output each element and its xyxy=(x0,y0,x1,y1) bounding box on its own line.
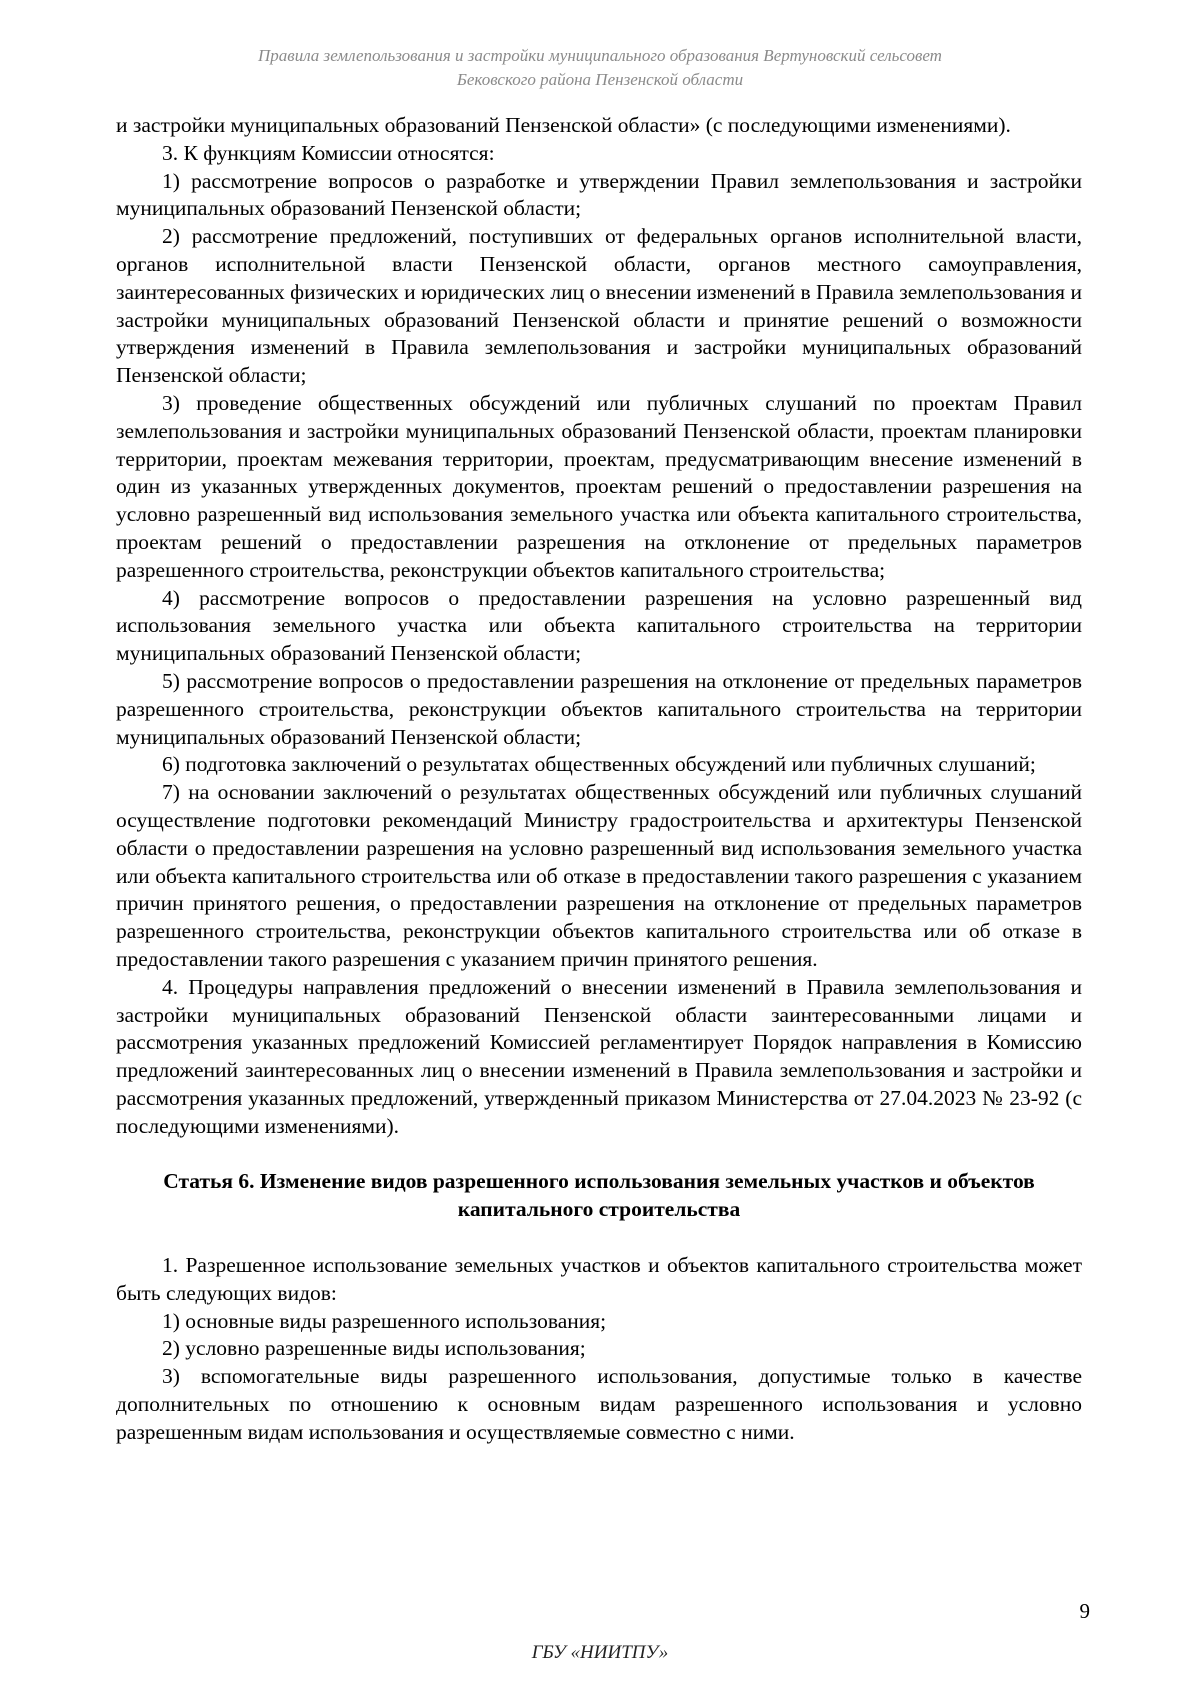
article-heading-line-2: капитального строительства xyxy=(457,1197,741,1222)
page-number: 9 xyxy=(1079,1599,1090,1623)
paragraph-function-4: 4) рассмотрение вопросов о предоставлении разрешения на условно разрешенный вид использования земельного участка или объекта капитального строительства на территории муниципальных образований Пензенской области; xyxy=(116,585,1082,666)
spacer xyxy=(116,1224,1082,1252)
article-heading-line-1: Статья 6. Изменение видов разрешенного использования земельных участков и объектов xyxy=(163,1169,1035,1194)
page-footer: ГБУ «НИИТПУ» xyxy=(531,1642,669,1663)
paragraph-function-1: 1) рассмотрение вопросов о разработке и утверждении Правил землепользования и застройки муниципальных образований Пензенской области; xyxy=(116,168,1082,221)
paragraph-function-3: 3) проведение общественных обсуждений или публичных слушаний по проектам Правил землепользования и застройки муниципальных образований Пензенской области, проектам планировки территории, проектам межевания территории, проектам, предусматривающим внесение изменений в один из указанных утвержденных документов, проектам решений о предоставлении разрешения на условно разрешенный вид использования земельного участка или объекта капитального строительства, проектам решений о предоставлении разрешения на отклонение от предельных параметров разрешенного строительства, реконструкции объектов капитального строительства; xyxy=(116,390,1082,582)
paragraph-item-4: 4. Процедуры направления предложений о внесении изменений в Правила землепользования и застройки муниципальных образований Пензенской области заинтересованными лицами и рассмотрения указанных предложений Комиссией регламентирует Порядок направления в Комиссию предложений заинтересованных лиц о внесении изменений в Правила землепользования и застройки и рассмотрения указанных предложений, утвержденный приказом Министерства от 27.04.2023 № 23-92 (с последующими изменениями). xyxy=(116,974,1082,1138)
running-header-line-2: Бековского района Пензенской области xyxy=(456,70,744,89)
article-paragraph-type-1: 1) основные виды разрешенного использования; xyxy=(162,1308,607,1333)
running-header-line-1: Правила землепользования и застройки муниципального образования Вертуновский сельсовет xyxy=(258,46,942,65)
spacer xyxy=(116,1140,1082,1168)
running-header xyxy=(110,44,1090,92)
paragraph-function-6: 6) подготовка заключений о результатах общественных обсуждений или публичных слушаний; xyxy=(162,752,1036,777)
article-paragraph-1: 1. Разрешенное использование земельных участков и объектов капитального строительства может быть следующих видов: xyxy=(116,1253,1082,1305)
document-body xyxy=(116,112,1082,1447)
paragraph-function-5: 5) рассмотрение вопросов о предоставлении разрешения на отклонение от предельных параметров разрешенного строительства, реконструкции объектов капитального строительства на территории муниципальных образований Пензенской области; xyxy=(116,668,1082,749)
paragraph-function-2: 2) рассмотрение предложений, поступивших от федеральных органов исполнительной власти, органов исполнительной власти Пензенской области, органов местного самоуправления, заинтересованных физических и юридических лиц о внесении изменений в Правила землепользования и застройки муниципальных образований Пензенской области и принятие решений о возможности утверждения изменений в Правила землепользования и застройки муниципальных образований Пензенской области; xyxy=(116,224,1082,388)
paragraph-continuation: и застройки муниципальных образований Пензенской области» (с последующими изменениями). xyxy=(116,113,1011,137)
paragraph-item-3: 3. К функциям Комиссии относятся: xyxy=(162,140,495,165)
article-paragraph-type-3: 3) вспомогательные виды разрешенного использования, допустимые только в качестве дополнительных по отношению к основным видам разрешенного использования и условно разрешенным видам использования и осуществляемые совместно с ними. xyxy=(116,1364,1082,1444)
article-paragraph-type-2: 2) условно разрешенные виды использования; xyxy=(162,1336,586,1361)
paragraph-function-7: 7) на основании заключений о результатах общественных обсуждений или публичных слушаний осуществление подготовки рекомендаций Министру градостроительства и архитектуры Пензенской области о предоставлении разрешения на условно разрешенный вид использования земельного участка или объекта капитального строительства или об отказе в предоставлении такого разрешения с указанием причин принятого решения, о предоставлении разрешения на отклонение от предельных параметров разрешенного строительства, реконструкции объектов капитального строительства или об отказе в предоставлении такого разрешения с указанием причин принятого решения. xyxy=(116,780,1082,971)
